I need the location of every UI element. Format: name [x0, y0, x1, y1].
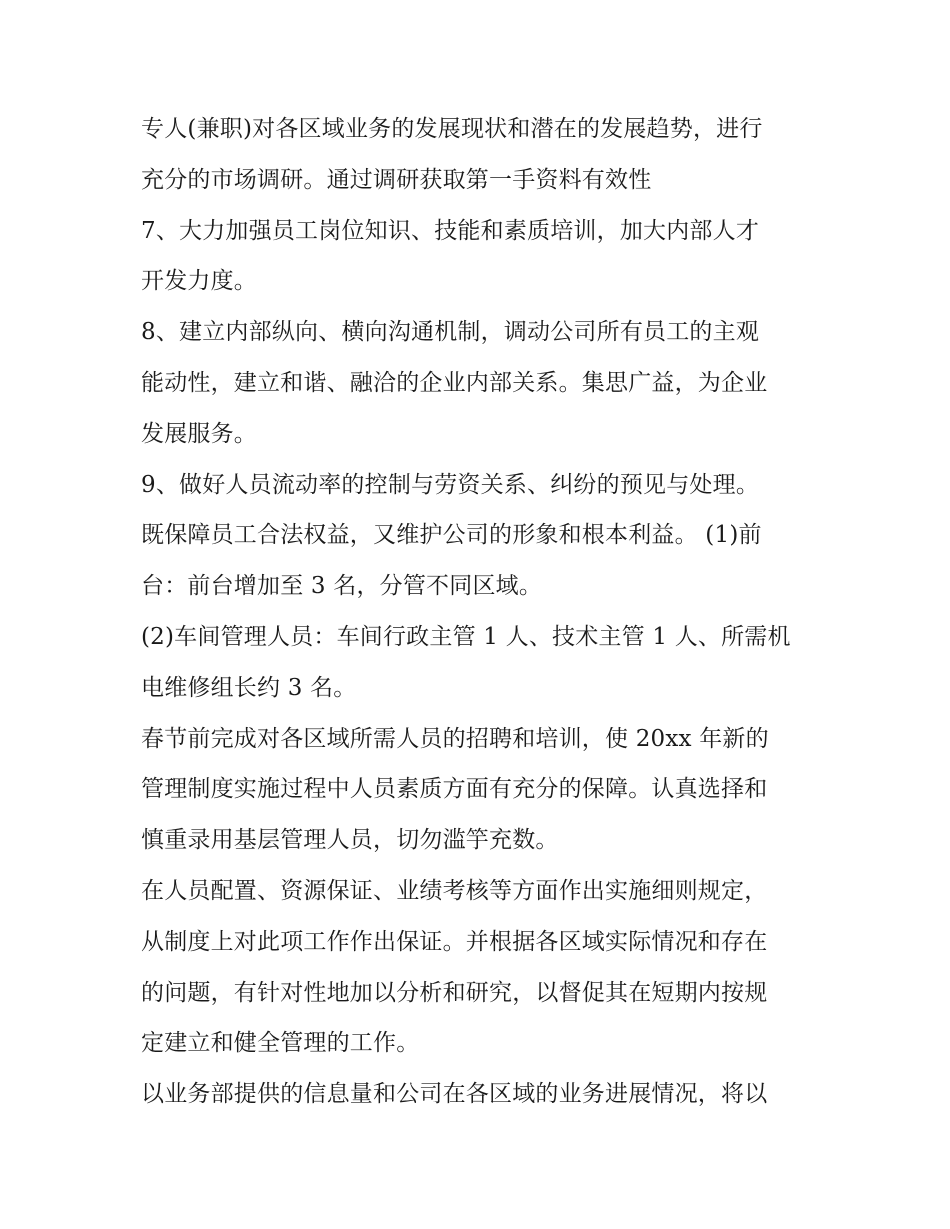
text-line: (2)车间管理人员：车间行政主管 1 人、技术主管 1 人、所需机: [141, 623, 791, 650]
text-line: 慎重录用基层管理人员，切勿滥竽充数。: [141, 827, 559, 854]
text-line: 发展服务。: [141, 420, 257, 447]
text-line: 8、建立内部纵向、横向沟通机制，调动公司所有员工的主观: [141, 319, 760, 346]
text-line: 在人员配置、资源保证、业绩考核等方面作出实施细则规定，: [141, 877, 768, 904]
text-line: 电维修组长约 3 名。: [141, 674, 357, 701]
text-line: 台：前台增加至 3 名，分管不同区域。: [141, 573, 543, 600]
text-line: 9、做好人员流动率的控制与劳资关系、纠纷的预见与处理。: [141, 471, 760, 498]
text-line: 7、大力加强员工岗位知识、技能和素质培训，加大内部人才: [141, 217, 760, 244]
text-line: 专人(兼职)对各区域业务的发展现状和潜在的发展趋势，进行: [141, 116, 763, 142]
text-line: 定建立和健全管理的工作。: [141, 1030, 420, 1057]
text-line: 从制度上对此项工作作出保证。并根据各区域实际情况和存在: [141, 928, 768, 955]
text-line: 既保障员工合法权益，又维护公司的形象和根本利益。 (1)前: [141, 522, 762, 549]
text-line: 的问题，有针对性地加以分析和研究，以督促其在短期内按规: [141, 979, 768, 1006]
text-line: 开发力度。: [141, 268, 257, 295]
text-line: 春节前完成对各区域所需人员的招聘和培训，使 20xx 年新的: [141, 725, 769, 752]
text-line: 充分的市场调研。通过调研获取第一手资料有效性: [141, 166, 652, 193]
text-line: 以业务部提供的信息量和公司在各区域的业务进展情况，将以: [141, 1081, 768, 1108]
text-line: 管理制度实施过程中人员素质方面有充分的保障。认真选择和: [141, 776, 768, 803]
document-body: [141, 104, 841, 1120]
text-line: 能动性，建立和谐、融洽的企业内部关系。集思广益，为企业: [141, 369, 768, 396]
